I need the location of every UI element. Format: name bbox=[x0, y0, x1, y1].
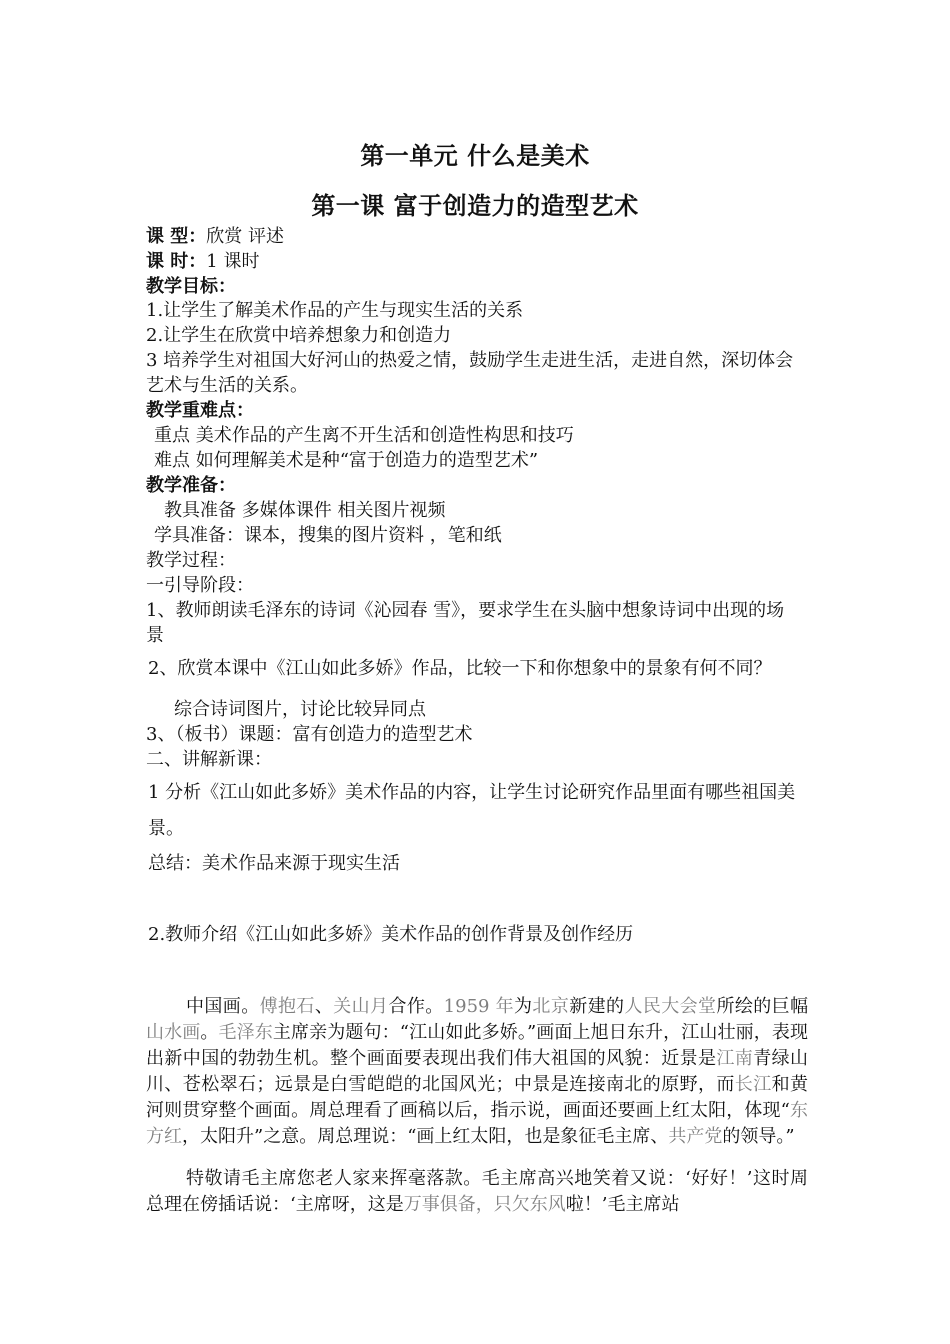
new-2: 2.教师介绍《江山如此多娇》美术作品的创作背景及创作经历 bbox=[148, 924, 634, 945]
article-paragraph-2 bbox=[146, 1166, 808, 1218]
paragraph-text: 合作。 bbox=[388, 996, 444, 1017]
unit-title: 第一单元 什么是美术 bbox=[360, 141, 590, 170]
paragraph-text: 所绘的巨幅 bbox=[716, 996, 809, 1017]
stage-2-heading: 二、讲解新课： bbox=[146, 749, 272, 770]
hyperlink-text[interactable]: 万事俱备，只欠东风 bbox=[403, 1194, 566, 1215]
type-value: 欣赏 评述 bbox=[206, 226, 285, 247]
process-heading: 教学过程： bbox=[146, 550, 236, 571]
teacher-prep: 教具准备 多媒体课件 相关图片视频 bbox=[164, 500, 446, 521]
stage-1-heading: 一引导阶段： bbox=[146, 575, 254, 596]
paragraph-text: 特敬请毛主席您老人家来挥毫落款。毛主席高兴地笑着又说：‘好好！’这时周总理在傍插话说：‘主席呀，这是 bbox=[146, 1168, 808, 1215]
paragraph-text: 、 bbox=[314, 996, 334, 1017]
step-1-line2: 景 bbox=[146, 625, 164, 646]
paragraph-text: 主席亲为题句：“江山如此多娇。”画面上旭日东升，江山壮丽，表现出新中国的勃勃生机。整个画面要表现出我们伟大祖国的风貌：近景是 bbox=[146, 1022, 809, 1069]
lesson-type bbox=[146, 225, 284, 249]
lesson-title: 第一课 富于创造力的造型艺术 bbox=[311, 191, 639, 220]
goal-2: 2.让学生在欣赏中培养想象力和创造力 bbox=[146, 325, 452, 346]
hyperlink-text[interactable]: 关山月 bbox=[333, 996, 389, 1017]
paragraph-text: 新建的 bbox=[569, 996, 625, 1017]
hyperlink-text[interactable]: 1959 年 bbox=[443, 996, 515, 1017]
key-point: 重点 美术作品的产生离不开生活和创造性构思和技巧 bbox=[154, 425, 574, 446]
paragraph-text: ，太阳升”之意。周总理说：“画上红太阳，也是象征毛主席、 bbox=[182, 1126, 669, 1147]
paragraph-text: 为 bbox=[514, 996, 533, 1017]
hyperlink-text[interactable]: 江南 bbox=[716, 1048, 754, 1069]
summary: 总结：美术作品来源于现实生活 bbox=[148, 853, 400, 874]
hyperlink-text[interactable]: 共产党 bbox=[668, 1126, 723, 1147]
student-prep: 学具准备：课本，搜集的图片资料 ，笔和纸 bbox=[154, 525, 502, 546]
time-label: 课 时： bbox=[146, 251, 207, 272]
goals-heading: 教学目标： bbox=[146, 276, 236, 297]
hyperlink-text[interactable]: 人民大会堂 bbox=[624, 996, 717, 1017]
new-1-line1: 1 分析《江山如此多娇》美术作品的内容，让学生讨论研究作品里面有哪些祖国美 bbox=[148, 782, 796, 803]
paragraph-text: 。 bbox=[200, 1022, 219, 1043]
step-2: 2、欣赏本课中《江山如此多娇》作品，比较一下和你想象中的景象有何不同？ bbox=[148, 658, 772, 679]
goal-3-line1: 3 培养学生对祖国大好河山的热爱之情，鼓励学生走进生活，走进自然，深切体会 bbox=[146, 350, 794, 371]
goal-1: 1.让学生了解美术作品的产生与现实生活的关系 bbox=[146, 300, 524, 321]
new-1-line2: 景。 bbox=[148, 818, 184, 839]
step-3: 3、（板书）课题：富有创造力的造型艺术 bbox=[146, 724, 473, 745]
lesson-time bbox=[146, 250, 259, 274]
step-1-line1: 1、教师朗读毛泽东的诗词《沁园春 雪》，要求学生在头脑中想象诗词中出现的场 bbox=[146, 600, 785, 621]
goal-3-line2: 艺术与生活的关系。 bbox=[146, 375, 308, 396]
hyperlink-text[interactable]: 长江 bbox=[734, 1074, 772, 1095]
time-value: 1 课时 bbox=[206, 251, 260, 272]
hyperlink-text[interactable]: 毛泽东 bbox=[218, 1022, 273, 1043]
article-paragraph-1 bbox=[146, 994, 808, 1150]
hyperlink-text[interactable]: 东方红 bbox=[146, 1100, 809, 1147]
hyperlink-text[interactable]: 傅抱石 bbox=[259, 996, 315, 1017]
difficult-point: 难点 如何理解美术是种“富于创造力的造型艺术” bbox=[154, 450, 539, 471]
hyperlink-text[interactable]: 北京 bbox=[532, 996, 570, 1017]
key-points-heading: 教学重难点： bbox=[146, 400, 254, 421]
prep-heading: 教学准备： bbox=[146, 475, 236, 496]
paragraph-text: 中国画。 bbox=[186, 996, 260, 1017]
paragraph-text: 的领导。” bbox=[722, 1126, 795, 1147]
paragraph-text: 啦！’毛主席站 bbox=[565, 1194, 680, 1215]
step-2-note: 综合诗词图片，讨论比较异同点 bbox=[174, 699, 426, 720]
hyperlink-text[interactable]: 山水画 bbox=[146, 1022, 201, 1043]
type-label: 课 型： bbox=[146, 226, 207, 247]
paragraph-text: 青绿山川、苍松翠石；远景是白雪皑皑的北国风光；中景是连接南北的原野，而 bbox=[146, 1048, 809, 1095]
paragraph-text: 和黄河则贯穿整个画面。周总理看了画稿以后，指示说，画面还要画上红太阳，体现“ bbox=[146, 1074, 809, 1121]
